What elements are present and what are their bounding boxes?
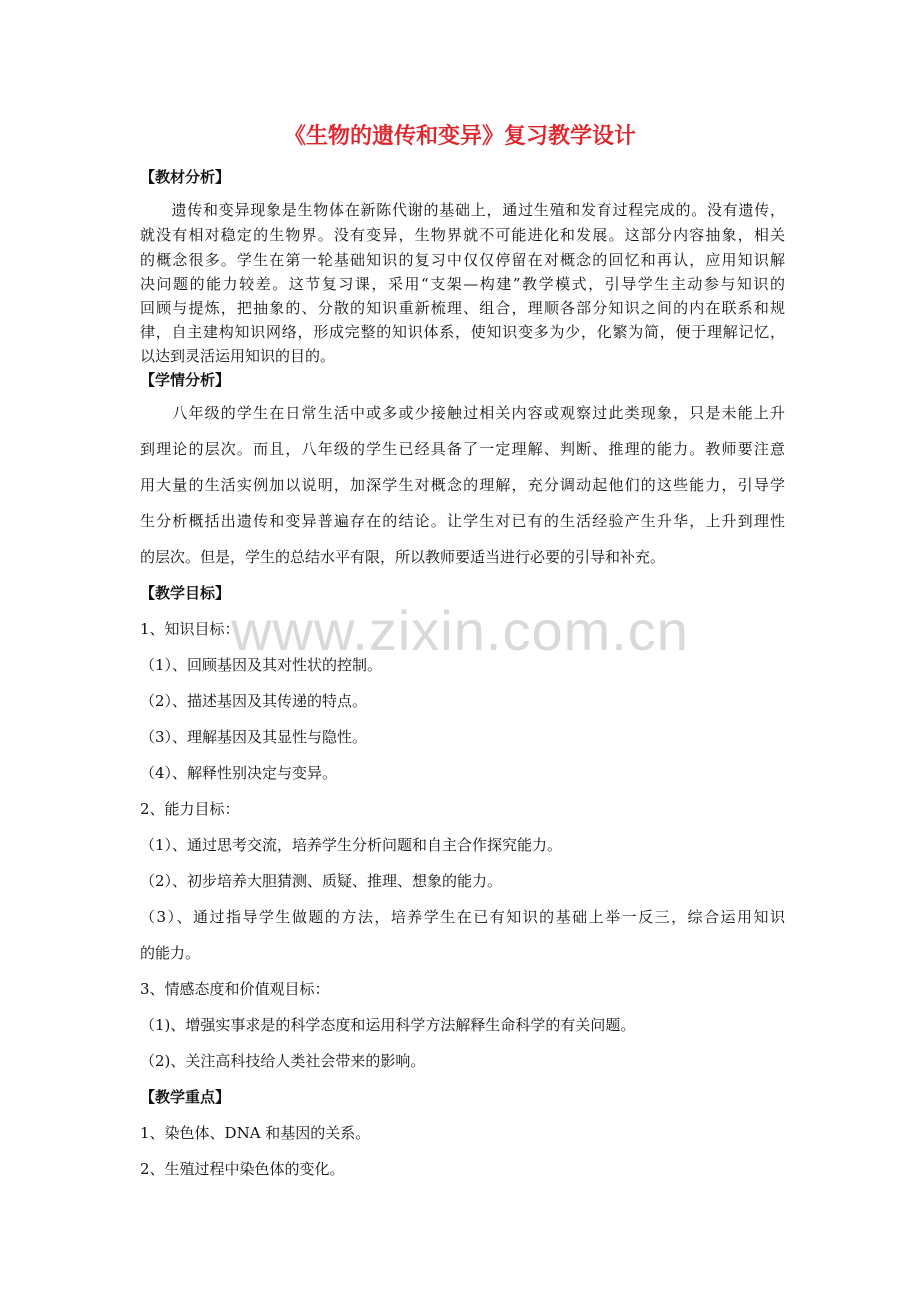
subsection-title-knowledge: 1、知识目标： <box>140 620 240 638</box>
list-item: （4）、解释性别决定与变异。 <box>140 764 338 782</box>
list-item: （2）、初步培养大胆猜测、质疑、推理、想象的能力。 <box>140 872 503 890</box>
paragraph-line: 生分析概括出遗传和变异普遍存在的结论。让学生对已有的生活经验产生升华，上升到理性 <box>140 512 785 530</box>
paragraph-line: 以达到灵活运用知识的目的。 <box>140 347 336 365</box>
list-item: 1、染色体、DNA 和基因的关系。 <box>140 1124 371 1142</box>
paragraph-line: 的层次。但是，学生的总结水平有限，所以教师要适当进行必要的引导和补充。 <box>140 548 666 566</box>
list-item: （2）、描述基因及其传递的特点。 <box>140 692 368 710</box>
paragraph-line: 遗传和变异现象是生物体在新陈代谢的基础上，通过生殖和发育过程完成的。没有遗传， <box>140 201 785 219</box>
paragraph-line: 用大量的生活实例加以说明，加深学生对概念的理解，充分调动起他们的这些能力，引导学 <box>140 476 785 494</box>
watermark: www.zixin.com.cn <box>231 599 689 662</box>
section-heading-student-analysis: 【学情分析】 <box>140 371 231 389</box>
list-item: （1)、增强实事求是的科学态度和运用科学方法解释生命科学的有关问题。 <box>140 1016 636 1034</box>
paragraph-line: 回顾与提炼，把抽象的、分散的知识重新梳理、组合，理顺各部分知识之间的内在联系和规 <box>140 299 785 317</box>
list-item: （2)、关注高科技给人类社会带来的影响。 <box>140 1052 426 1070</box>
paragraph-line: 决问题的能力较差。这节复习课，采用“支架—构建”教学模式，引导学生主动参与知识的 <box>140 275 785 293</box>
list-item: （3）、理解基因及其显性与隐性。 <box>140 728 368 746</box>
paragraph-line: 八年级的学生在日常生活中或多或少接触过相关内容或观察过此类现象，只是未能上升 <box>140 404 785 422</box>
list-item: （1）、回顾基因及其对性状的控制。 <box>140 656 383 674</box>
list-item: （1）、通过思考交流，培养学生分析问题和自主合作探究能力。 <box>140 836 563 854</box>
paragraph-line: 的概念很多。学生在第一轮基础知识的复习中仅仅停留在对概念的回忆和再认，应用知识解 <box>140 251 785 269</box>
subsection-title-ability: 2、能力目标： <box>140 800 240 818</box>
list-item: 2、生殖过程中染色体的变化。 <box>140 1160 345 1178</box>
document-title: 《生物的遗传和变异》复习教学设计 <box>283 123 636 149</box>
list-item: （3）、通过指导学生做题的方法，培养学生在已有知识的基础上举一反三，综合运用知识 <box>140 908 785 926</box>
section-heading-key-points: 【教学重点】 <box>140 1088 231 1106</box>
subsection-title-emotion: 3、情感态度和价值观目标： <box>140 980 330 998</box>
list-item-continuation: 的能力。 <box>140 944 201 962</box>
section-heading-teaching-goals: 【教学目标】 <box>140 584 231 602</box>
paragraph-line: 律，自主建构知识网络，形成完整的知识体系，使知识变多为少，化繁为简，便于理解记忆， <box>140 323 785 341</box>
paragraph-line: 就没有相对稳定的生物界。没有变异，生物界就不可能进化和发展。这部分内容抽象，相关 <box>140 226 785 244</box>
paragraph-line: 到理论的层次。而且，八年级的学生已经具备了一定理解、判断、推理的能力。教师要注意 <box>140 440 785 458</box>
section-heading-textbook-analysis: 【教材分析】 <box>140 168 231 186</box>
